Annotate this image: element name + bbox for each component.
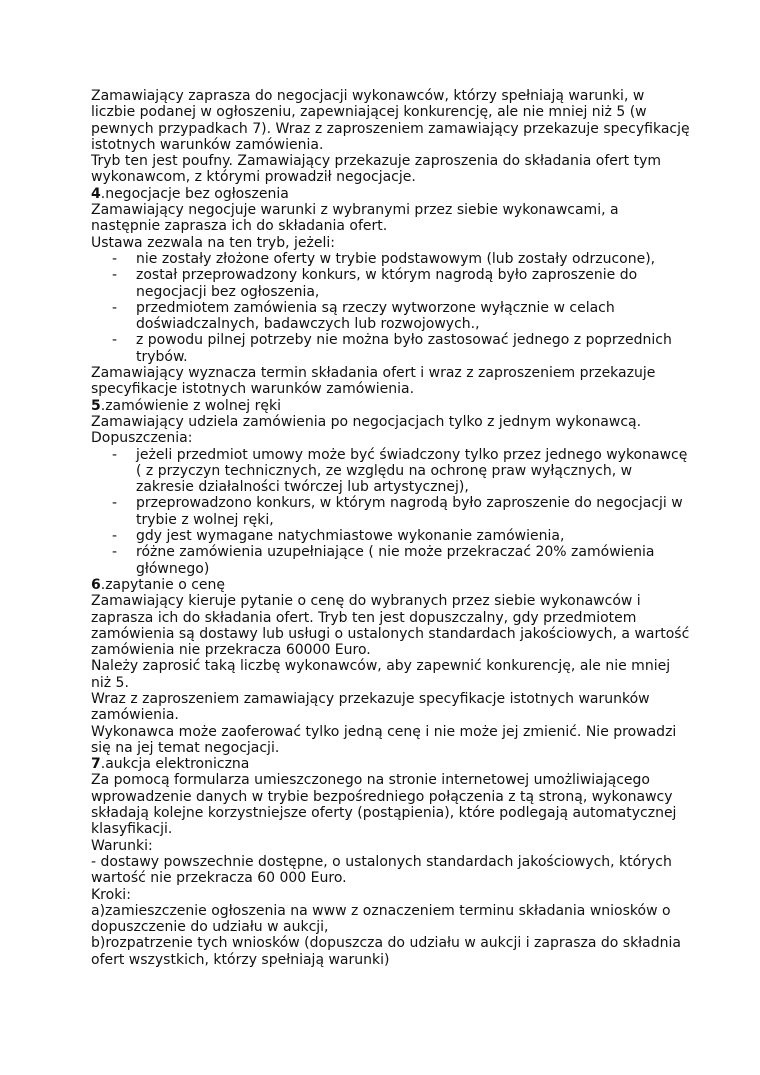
section-heading-5	[91, 398, 691, 414]
paragraph: a)zamieszczenie ogłoszenia na www z oznaczeniem terminu składania wniosków o dopuszczenie do udziału w aukcji,	[91, 902, 671, 936]
section-title: .zapytanie o cenę	[100, 576, 226, 593]
section-number: 7	[91, 756, 101, 773]
document-page	[91, 88, 691, 968]
section-heading-4	[91, 186, 691, 202]
paragraph: Tryb ten jest poufny. Zamawiający przekazuje zaproszenia do składania ofert tym wykonawcom, z którymi prowadził negocjacje.	[91, 153, 661, 186]
paragraph: Należy zaprosić taką liczbę wykonawców, aby zapewnić konkurencję, ale nie mniej niż 5.	[91, 658, 671, 691]
list-item: - jeżeli przedmiot umowy może być świadczony tylko przez jednego wykonawcę ( z przyczyn technicznych, ze względu na ochronę praw wyłącznych, w zakresie działalności twórczej lub artystycznej),	[91, 447, 691, 496]
section-number: 5	[91, 397, 101, 414]
list-item: - z powodu pilnej potrzeby nie można było zastosować jednego z poprzednich trybów.	[91, 332, 691, 365]
paragraph: Zamawiający udziela zamówienia po negocjacjach tylko z jednym wykonawcą.	[91, 413, 642, 430]
paragraph: b)rozpatrzenie tych wniosków (dopuszcza do udziału w aukcji i zaprasza do składnia ofert wszystkich, którzy spełniają warunki)	[91, 935, 681, 968]
list-item: - przedmiotem zamówienia są rzeczy wytworzone wyłącznie w celach doświadczalnych, badawczych lub rozwojowych.,	[91, 300, 691, 333]
section-title: .negocjacje bez ogłoszenia	[100, 185, 289, 202]
section-title: .aukcja elektroniczna	[100, 756, 250, 773]
list-item: - przeprowadzono konkurs, w którym nagrodą było zaproszenie do negocjacji w trybie z wolnej ręki,	[91, 495, 691, 528]
paragraph: Ustawa zezwala na ten tryb, jeżeli:	[91, 234, 335, 251]
paragraph: Wykonawca może zaoferować tylko jedną cenę i nie może jej zmienić. Nie prowadzi się na jej temat negocjacji.	[91, 723, 677, 756]
section-number: 4	[91, 185, 101, 202]
paragraph: - dostawy powszechnie dostępne, o ustalonych standardach jakościowych, których wartość nie przekracza 60 000 Euro.	[91, 853, 672, 887]
section-heading-7	[91, 756, 691, 772]
section-heading-6	[91, 577, 691, 593]
list-item: - został przeprowadzony konkurs, w którym nagrodą było zaproszenie do negocjacji bez ogłoszenia,	[91, 267, 691, 300]
paragraph: Zamawiający kieruje pytanie o cenę do wybranych przez siebie wykonawców i zaprasza ich do składania ofert. Tryb ten jest dopuszczalny, gdy przedmiotem zamówienia są dostawy lub usługi o ustalonych standardach jakościowych, a wartość zamówienia nie przekracza 60000 Euro.	[91, 593, 690, 659]
list-item: - gdy jest wymagane natychmiastowe wykonanie zamówienia,	[91, 528, 691, 544]
bullet-list	[91, 251, 691, 365]
list-item: - różne zamówienia uzupełniające ( nie może przekraczać 20% zamówienia głównego)	[91, 544, 691, 577]
paragraph: Zamawiający zaprasza do negocjacji wykonawców, którzy spełniają warunki, w liczbie podanej w ogłoszeniu, zapewniającej konkurencję, ale nie mniej niż 5 (w pewnych przypadkach 7). Wraz z zaproszeniem zamawiający przekazuje specyfikację istotnych warunków zamówienia.	[91, 88, 690, 153]
paragraph: Zamawiający negocjuje warunki z wybranymi przez siebie wykonawcami, a następnie zaprasza ich do składania ofert.	[91, 202, 619, 235]
paragraph: Zamawiający wyznacza termin składania ofert i wraz z zaproszeniem przekazuje specyfikacje istotnych warunków zamówienia.	[91, 365, 656, 398]
paragraph: Warunki:	[91, 837, 153, 854]
paragraph: Wraz z zaproszeniem zamawiający przekazuje specyfikacje istotnych warunków zamówienia.	[91, 690, 650, 724]
paragraph: Kroki:	[91, 886, 131, 903]
bullet-list	[91, 447, 691, 577]
paragraph: Dopuszczenia:	[91, 430, 193, 447]
section-title: .zamówienie z wolnej ręki	[100, 397, 282, 414]
list-item: - nie zostały złożone oferty w trybie podstawowym (lub zostały odrzucone),	[91, 251, 691, 267]
paragraph: Za pomocą formularza umieszczonego na stronie internetowej umożliwiającego wprowadzenie danych w trybie bezpośredniego połączenia z tą stroną, wykonawcy składają kolejne korzystniejsze oferty (postąpienia), które podlegają automatycznej klasyfikacji.	[91, 772, 677, 838]
section-number: 6	[91, 576, 101, 593]
